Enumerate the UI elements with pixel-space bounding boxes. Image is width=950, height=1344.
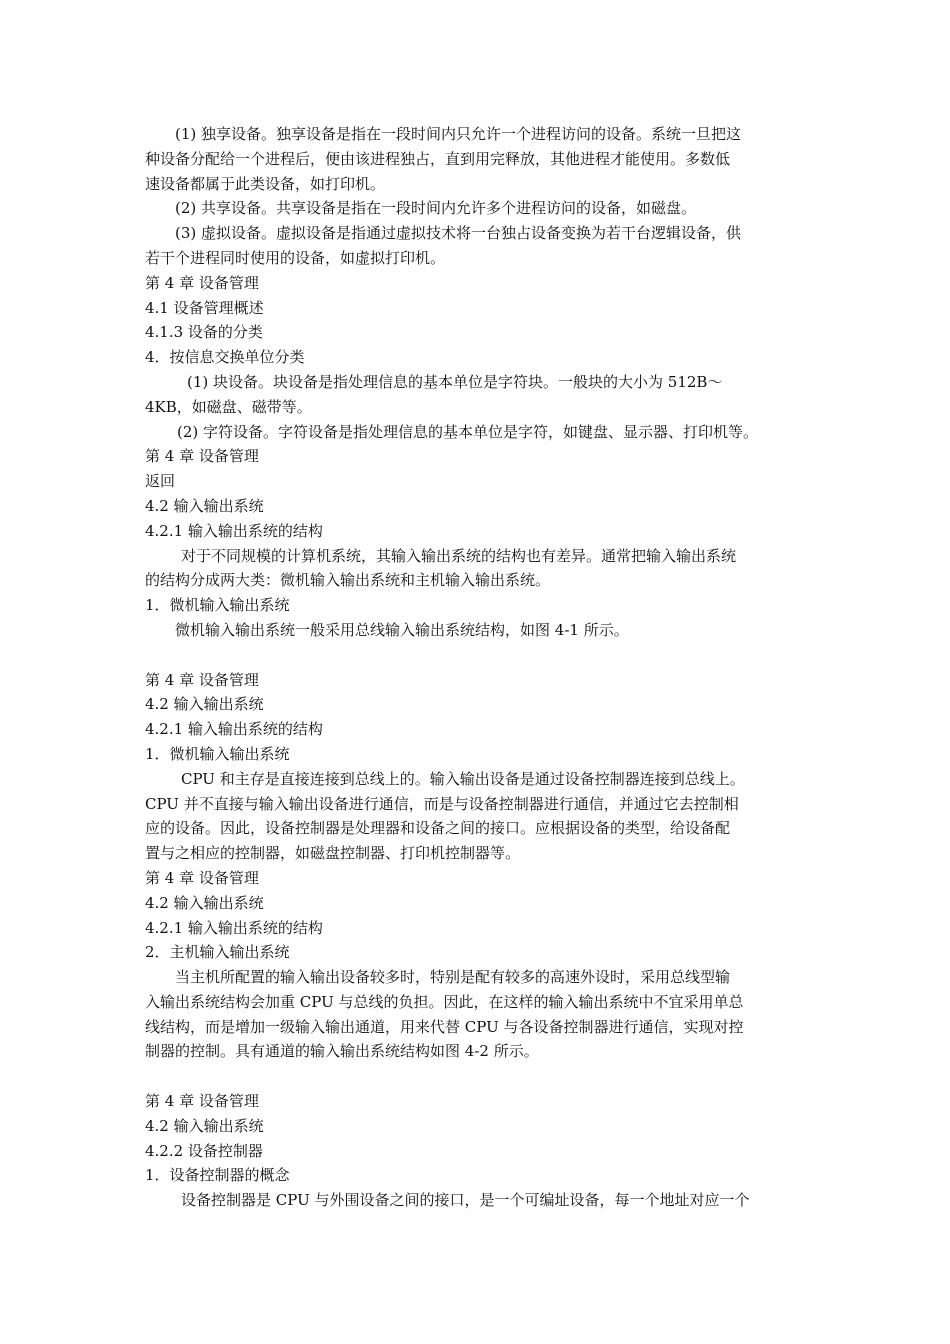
paragraph-line: 速设备都属于此类设备，如打印机。 <box>145 174 386 193</box>
paragraph-line: CPU 并不直接与输入输出设备进行通信，而是与设备控制器进行通信，并通过它去控制相 <box>145 794 739 813</box>
paragraph-line: 4KB，如磁盘、磁带等。 <box>145 397 312 416</box>
section-heading: 4.2 输入输出系统 <box>145 1116 264 1135</box>
list-heading: 4．按信息交换单位分类 <box>145 348 305 367</box>
paragraph-line: 置与之相应的控制器，如磁盘控制器、打印机控制器等。 <box>145 844 521 863</box>
section-heading: 4.1 设备管理概述 <box>145 298 264 317</box>
paragraph-line: 制器的控制。具有通道的输入输出系统结构如图 4-2 所示。 <box>145 1042 539 1061</box>
paragraph-line: 的结构分成两大类：微机输入输出系统和主机输入输出系统。 <box>145 571 551 590</box>
paragraph-line: 微机输入输出系统一般采用总线输入输出系统结构，如图 4-1 所示。 <box>175 620 629 639</box>
paragraph-line: 对于不同规模的计算机系统，其输入输出系统的结构也有差异。通常把输入输出系统 <box>181 546 737 565</box>
paragraph-line: (2) 字符设备。字符设备是指处理信息的基本单位是字符，如键盘、显示器、打印机等。 <box>177 422 759 441</box>
chapter-heading: 第 4 章 设备管理 <box>145 447 259 466</box>
paragraph-line: (2) 共享设备。共享设备是指在一段时间内允许多个进程访问的设备，如磁盘。 <box>175 199 697 218</box>
paragraph-line: 线结构，而是增加一级输入输出通道，用来代替 CPU 与各设备控制器进行通信，实现对控 <box>145 1017 744 1036</box>
list-heading: 1．微机输入输出系统 <box>145 596 290 615</box>
subsection-heading: 4.2.1 输入输出系统的结构 <box>145 720 323 739</box>
list-heading: 2．主机输入输出系统 <box>145 943 290 962</box>
paragraph-line: 当主机所配置的输入输出设备较多时，特别是配有较多的高速外设时，采用总线型输 <box>175 968 731 987</box>
blank-line <box>145 1064 810 1089</box>
document-body <box>145 122 810 1213</box>
chapter-heading: 第 4 章 设备管理 <box>145 1092 259 1111</box>
paragraph-line: 入输出系统结构会加重 CPU 与总线的负担。因此，在这样的输入输出系统中不宜采用单总 <box>145 992 744 1011</box>
subsection-heading: 4.2.1 输入输出系统的结构 <box>145 521 323 540</box>
subsection-heading: 4.2.2 设备控制器 <box>145 1141 263 1160</box>
list-heading: 1．微机输入输出系统 <box>145 744 290 763</box>
section-heading: 4.2 输入输出系统 <box>145 695 264 714</box>
paragraph-line: (1) 块设备。块设备是指处理信息的基本单位是字符块。一般块的大小为 512B～ <box>187 372 723 391</box>
subsection-heading: 4.2.1 输入输出系统的结构 <box>145 918 323 937</box>
paragraph-line: (3) 虚拟设备。虚拟设备是指通过虚拟技术将一台独占设备变换为若干台逻辑设备，供 <box>175 224 742 243</box>
section-heading: 4.2 输入输出系统 <box>145 893 264 912</box>
paragraph-line: 种设备分配给一个进程后，便由该进程独占，直到用完释放，其他进程才能使用。多数低 <box>145 149 731 168</box>
paragraph-line: (1) 独享设备。独享设备是指在一段时间内只允许一个进程访问的设备。系统一旦把这 <box>175 125 742 143</box>
chapter-heading: 第 4 章 设备管理 <box>145 670 259 689</box>
list-heading: 1．设备控制器的概念 <box>145 1166 290 1185</box>
back-link[interactable]: 返回 <box>145 472 176 491</box>
subsection-heading: 4.1.3 设备的分类 <box>145 323 263 342</box>
paragraph-line: 应的设备。因此，设备控制器是处理器和设备之间的接口。应根据设备的类型，给设备配 <box>145 819 731 838</box>
chapter-heading: 第 4 章 设备管理 <box>145 273 259 292</box>
section-heading: 4.2 输入输出系统 <box>145 496 264 515</box>
paragraph-line: 若干个进程同时使用的设备，如虚拟打印机。 <box>145 248 446 267</box>
chapter-heading: 第 4 章 设备管理 <box>145 868 259 887</box>
paragraph-line: CPU 和主存是直接连接到总线上的。输入输出设备是通过设备控制器连接到总线上。 <box>181 769 745 788</box>
blank-line <box>145 643 810 668</box>
paragraph-line: 设备控制器是 CPU 与外围设备之间的接口，是一个可编址设备，每一个地址对应一个 <box>181 1191 750 1210</box>
